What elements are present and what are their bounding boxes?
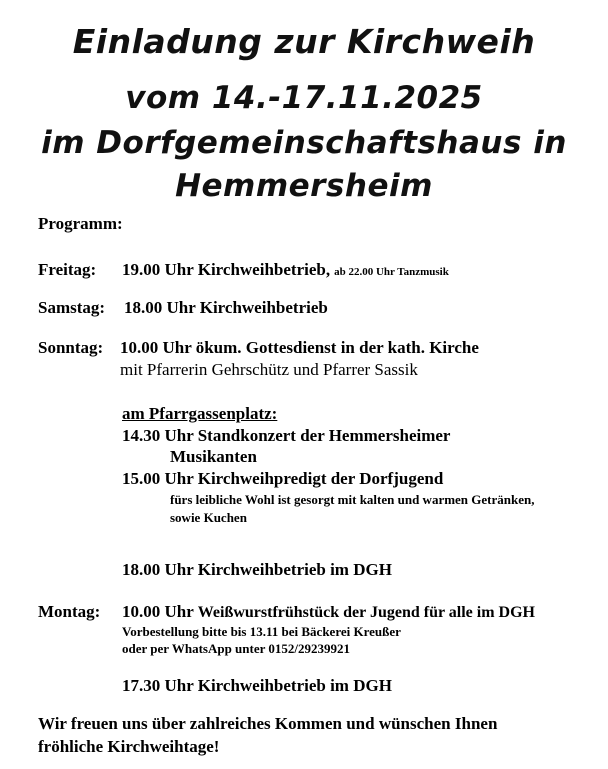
sunday-event1-line2: Musikanten: [170, 447, 257, 466]
sunday-sub: mit Pfarrerin Gehrschütz und Pfarrer Sassik: [120, 360, 418, 379]
monday-note1: Vorbestellung bitte bis 13.11 bei Bäckerei Kreußer: [122, 624, 401, 639]
title-line-4-town: Hemmersheim: [175, 168, 433, 204]
friday-label: Freitag:: [38, 260, 97, 279]
sunday-main: 10.00 Uhr ökum. Gottesdienst in der kath. Kirche: [120, 338, 479, 357]
sunday-event1-line1: 14.30 Uhr Standkonzert der Hemmersheimer: [122, 426, 451, 445]
monday-label: Montag:: [38, 602, 101, 621]
saturday-label: Samstag:: [38, 298, 106, 317]
monday-time: 10.00 Uhr: [122, 602, 194, 621]
sunday-place: am Pfarrgassenplatz:: [122, 404, 278, 423]
title-line-2-dates: vom 14.-17.11.2025: [125, 80, 483, 116]
sunday-event2-note1: fürs leibliche Wohl ist gesorgt mit kalten und warmen Getränken,: [170, 492, 535, 507]
monday-entry: [122, 602, 535, 622]
monday-note2: oder per WhatsApp unter 0152/29239921: [122, 641, 351, 656]
title-line-1: Einladung zur Kirchweih: [72, 22, 536, 61]
sunday-event2-note2: sowie Kuchen: [170, 510, 247, 525]
friday-entry: [122, 260, 449, 280]
sunday-label: Sonntag:: [38, 338, 104, 357]
closing-line-1: Wir freuen uns über zahlreiches Kommen und wünschen Ihnen: [38, 714, 498, 733]
closing-line-2: fröhliche Kirchweihtage!: [38, 737, 220, 756]
sunday-evening: 18.00 Uhr Kirchweihbetrieb im DGH: [122, 560, 392, 579]
program-heading: Programm:: [38, 214, 123, 233]
saturday-main: 18.00 Uhr Kirchweihbetrieb: [124, 298, 328, 317]
monday-main: Weißwurstfrühstück der Jugend für alle im DGH: [197, 604, 535, 621]
friday-note: ab 22.00 Uhr Tanzmusik: [334, 266, 449, 278]
monday-evening: 17.30 Uhr Kirchweihbetrieb im DGH: [122, 676, 392, 695]
title-line-3-venue: im Dorfgemeinschaftshaus in: [41, 125, 567, 161]
friday-main: 19.00 Uhr Kirchweihbetrieb,: [122, 260, 331, 279]
sunday-event2: 15.00 Uhr Kirchweihpredigt der Dorfjugend: [122, 469, 444, 488]
